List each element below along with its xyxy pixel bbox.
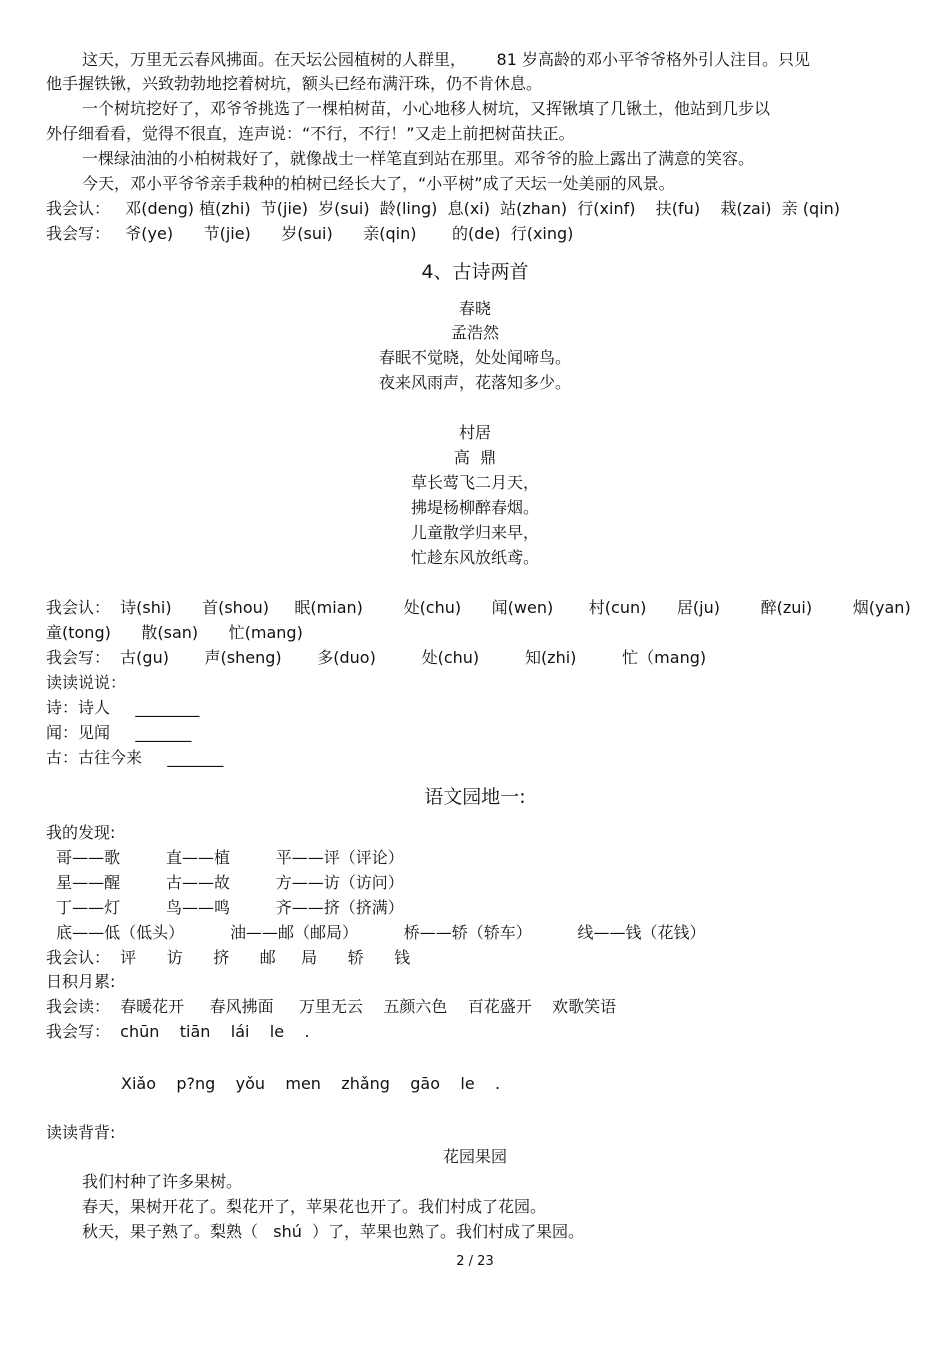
poem2-line: 拂堤杨柳醉春烟。 [410, 498, 539, 517]
story-paragraph-2b: 外仔细看看，觉得不很直，连声说：“不行，不行！”又走上前把树苗扶正。 [46, 124, 575, 143]
discovery-row: 底——低（低头） 油——邮（邮局） 桥——轿（轿车） 线——钱（花钱） [46, 923, 706, 942]
read-say-item: 闻：见闻 _______ [46, 723, 192, 742]
read-say-heading: 读读说说： [46, 673, 127, 692]
poem1-title: 春晓 [458, 299, 491, 318]
poem2-line: 草长莺飞二月天， [410, 473, 539, 492]
write-pinyin-line: 我会写： chūn tiān lái le . [46, 1022, 310, 1041]
poem1-author: 孟浩然 [450, 323, 499, 342]
passage-title: 花园果园 [442, 1147, 507, 1166]
story-recognize-chars: 我会认： 邓(deng) 植(zhi) 节(jie) 岁(sui) 龄(ling) 息(xi) 站(zhan) 行(xinf) 扶(fu) 栽(zai) 亲 (qin) [46, 199, 841, 218]
discovery-heading: 我的发现: [46, 823, 116, 842]
discovery-row: 丁——灯 鸟——鸣 齐——挤（挤满） [46, 898, 404, 917]
lesson-title: 4、古诗两首 [421, 261, 529, 283]
lesson-recognize-chars-cont: 童(tong) 散(san) 忙(mang) [46, 623, 303, 642]
garden-title: 语文园地一: [424, 786, 526, 808]
poem2-line: 儿童散学归来早， [410, 523, 539, 542]
passage-line: 秋天，果子熟了。梨熟（ shú ）了，苹果也熟了。我们村成了果园。 [82, 1222, 585, 1241]
read-say-item: 诗：诗人 ________ [46, 698, 200, 717]
read-words: 我会读： 春暖花开 春风拂面 万里无云 五颜六色 百花盛开 欢歌笑语 [46, 997, 617, 1016]
recite-heading: 读读背背: [46, 1123, 116, 1142]
daily-heading: 日积月累: [46, 972, 116, 991]
story-paragraph-3: 一棵绿油油的小柏树栽好了，就像战士一样笔直到站在那里。邓爷爷的脸上露出了满意的笑容。 [82, 149, 755, 168]
write-pinyin-line: Xiǎo p?ng yǒu men zhǎng gāo le . [121, 1074, 501, 1093]
story-paragraph-2a: 一个树坑挖好了，邓爷爷挑选了一棵柏树苗，小心地移人树坑，又挥锹填了几锹土，他站到几步以 [82, 99, 771, 118]
garden-recognize-chars: 我会认： 评 访 挤 邮 局 轿 钱 [46, 948, 411, 967]
discovery-row: 哥——歌 直——植 平——评（评论） [46, 848, 404, 867]
page-number: 2 / 23 [456, 1254, 494, 1269]
story-paragraph-1a: 这天，万里无云春风拂面。在天坛公园植树的人群里， 81 岁高龄的邓小平爷爷格外引人注目。只见 [82, 50, 810, 69]
poem1-line: 春眠不觉晓，处处闻啼鸟。 [378, 348, 571, 367]
discovery-row: 星——醒 古——故 方——访（访问） [46, 873, 404, 892]
story-paragraph-4: 今天，邓小平爷爷亲手栽种的柏树已经长大了，“小平树”成了天坛一处美丽的风景。 [82, 174, 675, 193]
poem2-title: 村居 [458, 423, 491, 442]
story-write-chars: 我会写： 爷(ye) 节(jie) 岁(sui) 亲(qin) 的(de) 行(xing) [46, 224, 574, 243]
poem2-line: 忙趁东风放纸鸢。 [410, 548, 539, 567]
story-paragraph-1b: 他手握铁锹，兴致勃勃地挖着树坑，额头已经布满汗珠，仍不肯休息。 [46, 74, 543, 93]
passage-line: 春天，果树开花了。梨花开了，苹果花也开了。我们村成了花园。 [82, 1197, 547, 1216]
lesson-recognize-chars: 我会认： 诗(shi) 首(shou) 眠(mian) 处(chu) 闻(wen) 村(cun) 居(ju) 醉(zui) 烟(yan) [46, 598, 911, 617]
poem2-author: 高 鼎 [453, 448, 497, 467]
passage-line: 我们村种了许多果树。 [82, 1172, 243, 1191]
lesson-write-chars: 我会写： 古(gu) 声(sheng) 多(duo) 处(chu) 知(zhi) 忙（mang) [46, 648, 707, 667]
poem1-line: 夜来风雨声，花落知多少。 [378, 373, 571, 392]
read-say-item: 古：古往今来 _______ [46, 748, 224, 767]
